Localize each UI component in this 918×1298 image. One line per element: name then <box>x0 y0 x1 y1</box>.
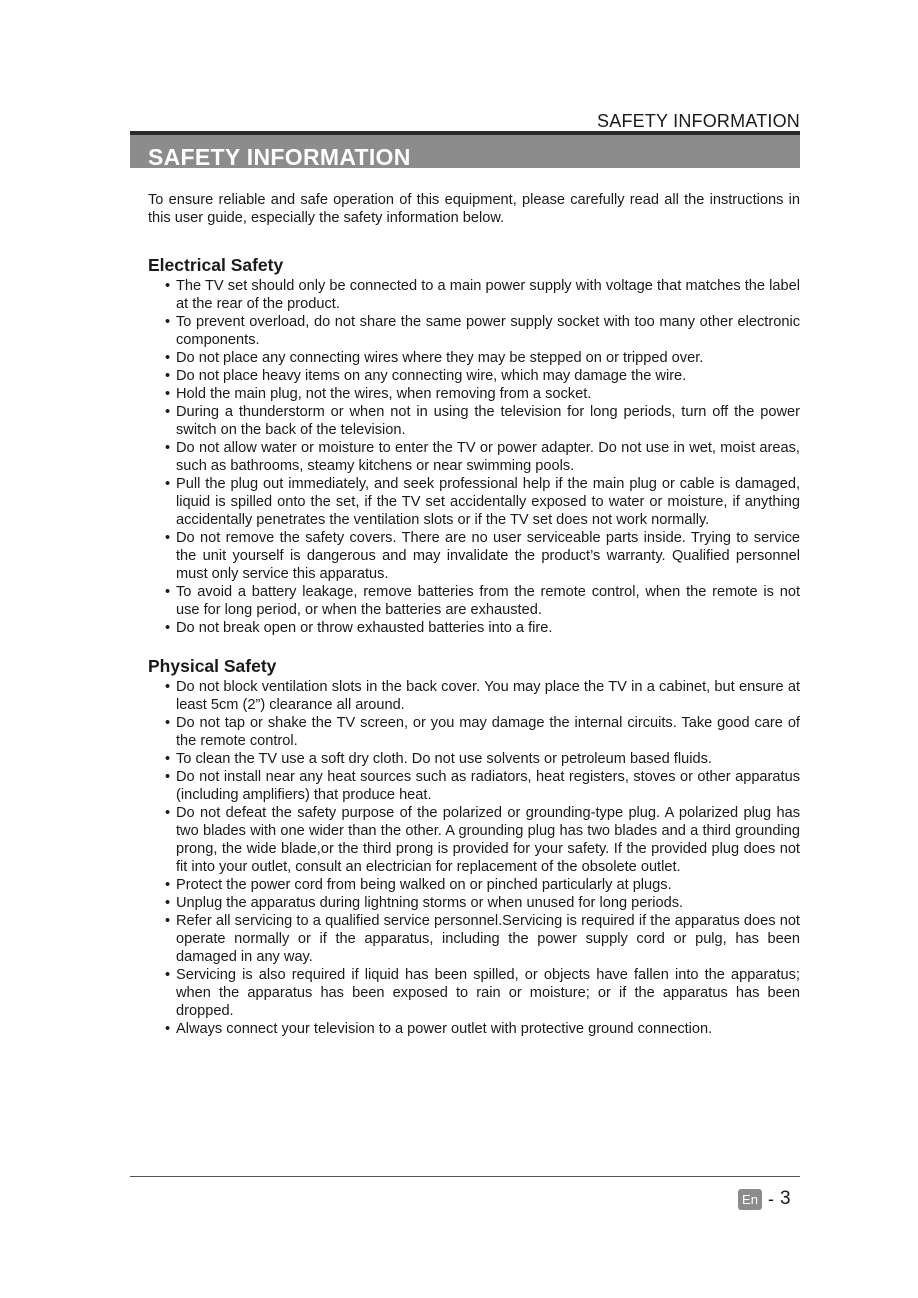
list-item: • Do not place heavy items on any connecting wire, which may damage the wire. <box>165 368 687 384</box>
bullet-icon: • <box>165 1021 171 1037</box>
list-item: • Do not defeat the safety purpose of the polarized or grounding-type plug. A polarized plug has two blades with one wider than the other. A grounding plug has two blades and a third grounding prong, the wide blade,or the third prong is provided for your safety. If the provided plug does not fit into your outlet, consult an electrician for replacement of the obsolete outlet. <box>165 805 800 875</box>
bullet-icon: • <box>165 620 171 636</box>
list-item: • Pull the plug out immediately, and seek professional help if the main plug or cable is damaged, liquid is spilled onto the set, if the TV set accidentally exposed to water or moisture, if anything accidentally penetrates the ventilation slots or if the TV set does not work normally. <box>165 476 800 528</box>
bullet-icon: • <box>165 440 171 456</box>
section-title-physical: Physical Safety <box>148 656 277 676</box>
intro-paragraph: To ensure reliable and safe operation of this equipment, please carefully read all the instructions in this user guide, especially the safety information below. <box>148 192 800 226</box>
list-item: • Refer all servicing to a qualified service personnel.Servicing is required if the apparatus does not operate normally or if the apparatus, including the power supply cord or pulg, has been damaged in any way. <box>165 913 800 965</box>
bullet-icon: • <box>165 584 171 600</box>
bullet-icon: • <box>165 386 171 402</box>
bullet-icon: • <box>165 751 171 767</box>
list-item: • Do not allow water or moisture to enter the TV or power adapter. Do not use in wet, moist areas, such as bathrooms, steamy kitchens or near swimming pools. <box>165 440 800 474</box>
list-item: • Do not install near any heat sources such as radiators, heat registers, stoves or other apparatus (including amplifiers) that produce heat. <box>165 769 800 803</box>
content <box>148 191 800 1057</box>
list-item: • Always connect your television to a power outlet with protective ground connection. <box>165 1021 713 1037</box>
running-header: SAFETY INFORMATION <box>597 111 800 131</box>
bullet-icon: • <box>165 476 171 492</box>
bullet-icon: • <box>165 967 171 983</box>
section-title-electrical: Electrical Safety <box>148 255 284 275</box>
list-item: • Do not place any connecting wires where they may be stepped on or tripped over. <box>165 350 704 366</box>
footer-rule <box>130 1176 800 1177</box>
list-item: • The TV set should only be connected to a main power supply with voltage that matches the label at the rear of the product. <box>165 278 800 312</box>
list-item: • During a thunderstorm or when not in using the television for long periods, turn off the power switch on the back of the television. <box>165 404 800 438</box>
list-item: • To avoid a battery leakage, remove batteries from the remote control, when the remote is not use for long period, or when the batteries are exhausted. <box>165 584 800 618</box>
bullet-icon: • <box>165 877 171 893</box>
list-item: • Hold the main plug, not the wires, when removing from a socket. <box>165 386 592 402</box>
title-bar <box>130 135 800 168</box>
bullet-icon: • <box>165 679 171 695</box>
list-item: • Do not break open or throw exhausted batteries into a fire. <box>165 620 553 636</box>
bullet-icon: • <box>165 368 171 384</box>
bullet-icon: • <box>165 350 171 366</box>
bullet-icon: • <box>165 530 171 546</box>
list-item: • Do not block ventilation slots in the back cover. You may place the TV in a cabinet, but ensure at least 5cm (2”) clearance all around. <box>165 679 800 713</box>
bullet-icon: • <box>165 278 171 294</box>
bullet-icon: • <box>165 913 171 929</box>
page-number <box>738 1188 791 1210</box>
electrical-safety-list <box>148 277 800 637</box>
bullet-icon: • <box>165 404 171 420</box>
physical-safety-section <box>148 656 800 1038</box>
physical-safety-list <box>148 678 800 1038</box>
electrical-safety-section <box>148 255 800 637</box>
language-badge: En <box>738 1189 762 1210</box>
list-item: • To prevent overload, do not share the same power supply socket with too many other electronic components. <box>165 314 800 348</box>
bullet-icon: • <box>165 314 171 330</box>
list-item: • Servicing is also required if liquid has been spilled, or objects have fallen into the apparatus; when the apparatus has been exposed to rain or moisture; or if the apparatus has been dropped. <box>165 967 800 1019</box>
page-separator: - <box>768 1188 774 1209</box>
page-title: SAFETY INFORMATION <box>148 144 411 168</box>
list-item: • To clean the TV use a soft dry cloth. Do not use solvents or petroleum based fluids. <box>165 751 712 767</box>
bullet-icon: • <box>165 715 171 731</box>
bullet-icon: • <box>165 769 171 785</box>
list-item: • Protect the power cord from being walked on or pinched particularly at plugs. <box>165 877 672 893</box>
bullet-icon: • <box>165 895 171 911</box>
page-number-value: 3 <box>780 1188 791 1209</box>
bullet-icon: • <box>165 805 171 821</box>
list-item: • Do not remove the safety covers. There are no user serviceable parts inside. Trying to service the unit yourself is dangerous and may invalidate the product’s warranty. Qualified personnel must only service this apparatus. <box>165 530 800 582</box>
list-item: • Do not tap or shake the TV screen, or you may damage the internal circuits. Take good care of the remote control. <box>165 715 800 749</box>
list-item: • Unplug the apparatus during lightning storms or when unused for long periods. <box>165 895 684 911</box>
